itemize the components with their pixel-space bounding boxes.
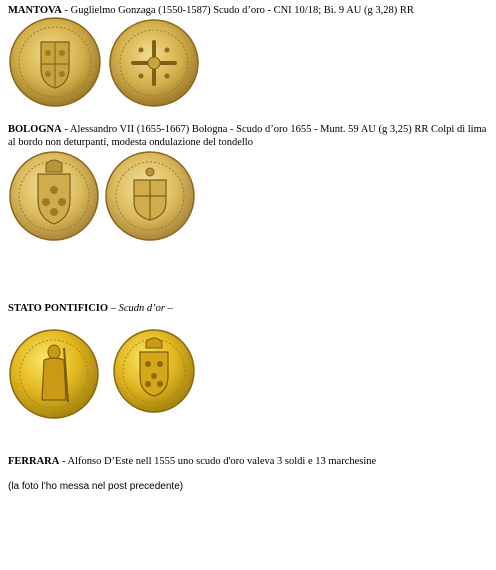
entry-stato-pontificio: STATO PONTIFICIO – Scudn d’or – [8, 303, 173, 314]
entry-description: Guglielmo Gonzaga (1550-1587) Scudo d’oro - CNI 10/18; Bi. 9 AU (g 3,28) RR [70, 5, 414, 16]
entry-description: Alfonso D’Este nell 1555 uno scudo d'oro valeva 3 soldi e 13 marchesine [67, 456, 377, 467]
entry-city: FERRARA [8, 456, 60, 467]
coin-image-bologna-reverse [104, 150, 196, 242]
entry-description: Alessandro VII (1655-1667) Bologna - Scudo d’oro 1655 - Munt. 59 AU (g 3,25) RR Colpi di lima al bordo non deturpanti, modesta ondulazione del tondello [8, 124, 487, 148]
entry-city: STATO PONTIFICIO [8, 303, 109, 314]
coin-image-bologna-obverse [8, 150, 100, 242]
note-text: (la foto l’ho messa nel post precedente) [8, 481, 184, 492]
entry-bologna: BOLOGNA - Alessandro VII (1655-1667) Bologna - Scudo d’oro 1655 - Munt. 59 AU (g 3,25) RR Colpi di lima al bordo non deturpanti, modesta ondulazione del tondello [8, 124, 487, 148]
entry-ferrara: FERRARA - Alfonso D’Este nell 1555 uno scudo d'oro valeva 3 soldi e 13 marchesine [8, 456, 377, 467]
coin-image-stato-pontificio-reverse [112, 328, 196, 414]
entry-mantova: MANTOVA - Guglielmo Gonzaga (1550-1587) Scudo d’oro - CNI 10/18; Bi. 9 AU (g 3,28) RR [8, 5, 414, 16]
coin-image-stato-pontificio-obverse [8, 328, 100, 420]
coin-image-mantova-reverse [108, 18, 200, 108]
coin-image-mantova-obverse [8, 16, 102, 108]
entry-city: BOLOGNA [8, 124, 62, 135]
entry-city: MANTOVA [8, 5, 62, 16]
entry-description: Scudn d’or – [118, 303, 173, 314]
